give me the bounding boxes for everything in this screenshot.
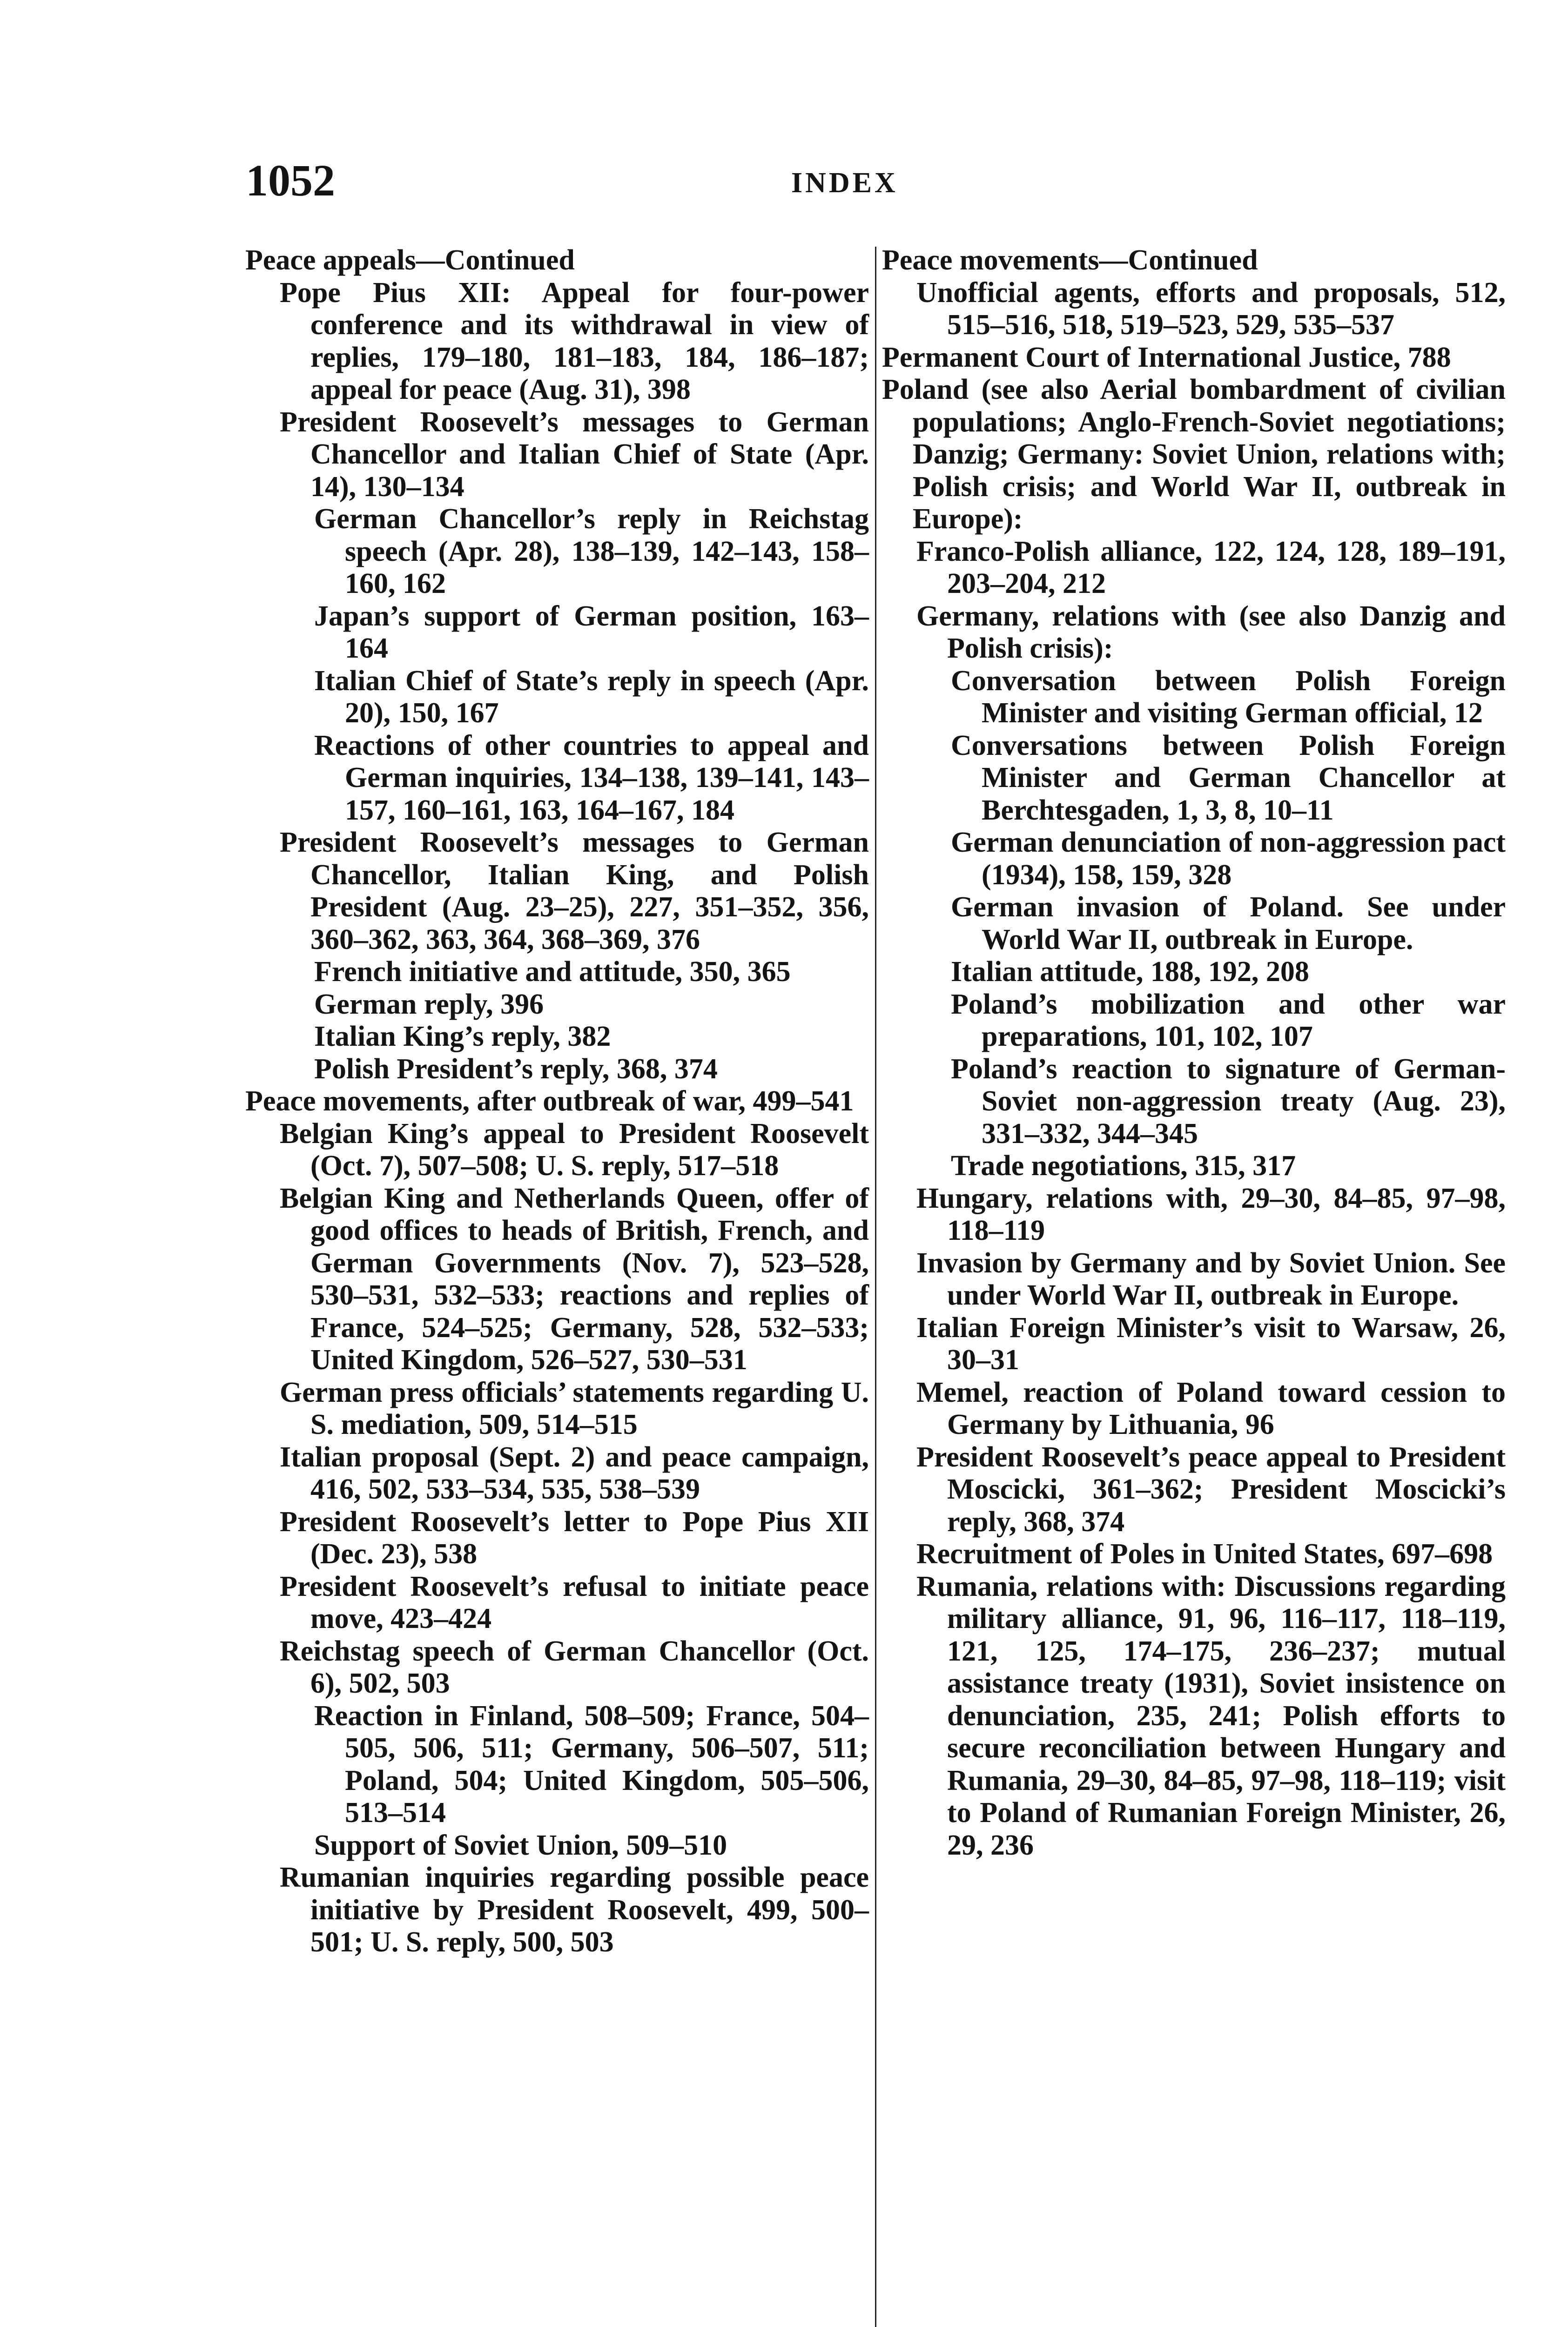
index-entry: Poland’s mobilization and other war preparations, 101, 102, 107 <box>951 988 1506 1052</box>
page-number: 1052 <box>246 155 335 205</box>
index-entry: Memel, reaction of Poland toward cession to Germany by Lithuania, 96 <box>916 1376 1506 1440</box>
index-entry: Peace appeals—Continued <box>245 244 575 276</box>
index-entry: Franco-Polish alliance, 122, 124, 128, 189–191, 203–204, 212 <box>916 535 1506 599</box>
index-entry: Reactions of other countries to appeal and German inquiries, 134–138, 139–141, 143–157, 160–161, 163, 164–167, 184 <box>314 729 869 826</box>
index-entry: German reply, 396 <box>314 988 544 1020</box>
index-entry: Rumanian inquiries regarding possible peace initiative by President Roosevelt, 499, 500–501; U. S. reply, 500, 503 <box>280 1862 869 1958</box>
index-entry: Peace movements—Continued <box>882 244 1258 276</box>
index-entry: Recruitment of Poles in United States, 697–698 <box>916 1538 1493 1570</box>
index-entry: Polish President’s reply, 368, 374 <box>314 1053 718 1085</box>
index-column-right <box>882 244 1506 1862</box>
index-entry: Trade negotiations, 315, 317 <box>951 1150 1296 1182</box>
index-entry: Unofficial agents, efforts and proposals, 512, 515–516, 518, 519–523, 529, 535–537 <box>916 276 1506 341</box>
index-entry: Italian Foreign Minister’s visit to Warsaw, 26, 30–31 <box>916 1311 1506 1376</box>
index-entry: Conversations between Polish Foreign Minister and German Chancellor at Berchtesgaden, 1, 3, 8, 10–11 <box>951 729 1506 826</box>
index-entry: Japan’s support of German position, 163–164 <box>314 600 869 664</box>
running-head: INDEX <box>791 167 898 199</box>
index-column-left <box>245 244 869 1959</box>
index-entry: Italian Chief of State’s reply in speech (Apr. 20), 150, 167 <box>314 665 869 729</box>
index-entry: Hungary, relations with, 29–30, 84–85, 97–98, 118–119 <box>916 1182 1506 1246</box>
index-entry: German press officials’ statements regarding U. S. mediation, 509, 514–515 <box>280 1376 869 1440</box>
index-entry: Invasion by Germany and by Soviet Union. See under World War II, outbreak in Europe. <box>916 1247 1506 1311</box>
index-entry: Pope Pius XII: Appeal for four-power conference and its withdrawal in view of replies, 179–180, 181–183, 184, 186–187; appeal for peace (Aug. 31), 398 <box>280 276 869 405</box>
index-entry: President Roosevelt’s peace appeal to President Moscicki, 361–362; President Moscicki’s reply, 368, 374 <box>916 1441 1506 1538</box>
index-entry: Reaction in Finland, 508–509; France, 504–505, 506, 511; Germany, 506–507, 511; Poland, 504; United Kingdom, 505–506, 513–514 <box>314 1700 869 1829</box>
index-entry: President Roosevelt’s letter to Pope Pius XII (Dec. 23), 538 <box>280 1506 869 1570</box>
index-entry: German Chancellor’s reply in Reichstag speech (Apr. 28), 138–139, 142–143, 158–160, 162 <box>314 503 869 599</box>
index-entry: Reichstag speech of German Chancellor (Oct. 6), 502, 503 <box>280 1635 869 1699</box>
index-entry: Peace movements, after outbreak of war, 499–541 <box>245 1085 854 1117</box>
index-entry: Poland (see also Aerial bombardment of civilian populations; Anglo-French-Soviet negotiations; Danzig; Germany: Soviet Union, relations with; Polish crisis; and World War II, outbreak in Europe): <box>882 374 1506 535</box>
index-entry: French initiative and attitude, 350, 365 <box>314 956 791 988</box>
index-entry: President Roosevelt’s messages to German Chancellor and Italian Chief of State (Apr. 14), 130–134 <box>280 406 869 503</box>
index-entry: Belgian King and Netherlands Queen, offer of good offices to heads of British, French, and German Governments (Nov. 7), 523–528, 530–531, 532–533; reactions and replies of France, 524–525; Germany, 528, 532–533; United Kingdom, 526–527, 530–531 <box>280 1182 869 1376</box>
index-entry: Conversation between Polish Foreign Minister and visiting German official, 12 <box>951 665 1506 729</box>
index-entry: Italian King’s reply, 382 <box>314 1021 611 1052</box>
index-entry: Germany, relations with (see also Danzig and Polish crisis): <box>916 600 1506 664</box>
column-divider <box>875 247 876 2327</box>
index-entry: Rumania, relations with: Discussions regarding military alliance, 91, 96, 116–117, 118–119, 121, 125, 174–175, 236–237; mutual assistance treaty (1931), Soviet insistence on denunciation, 235, 241; Polish efforts to secure reconciliation between Hungary and Rumania, 29–30, 84–85, 97–98, 118–119; visit to Poland of Rumanian Foreign Minister, 26, 29, 236 <box>916 1570 1506 1861</box>
index-entry: Permanent Court of International Justice, 788 <box>882 341 1451 373</box>
index-entry: President Roosevelt’s refusal to initiate peace move, 423–424 <box>280 1570 869 1634</box>
index-entry: Italian proposal (Sept. 2) and peace campaign, 416, 502, 533–534, 535, 538–539 <box>280 1441 869 1505</box>
index-entry: President Roosevelt’s messages to German Chancellor, Italian King, and Polish President (Aug. 23–25), 227, 351–352, 356, 360–362, 363, 364, 368–369, 376 <box>280 827 869 955</box>
index-entry: Support of Soviet Union, 509–510 <box>314 1829 727 1861</box>
index-entry: Poland’s reaction to signature of German-Soviet non-aggression treaty (Aug. 23), 331–332, 344–345 <box>951 1053 1506 1150</box>
index-entry: German invasion of Poland. See under World War II, outbreak in Europe. <box>951 891 1506 955</box>
index-entry: Italian attitude, 188, 192, 208 <box>951 956 1309 988</box>
index-entry: Belgian King’s appeal to President Roosevelt (Oct. 7), 507–508; U. S. reply, 517–518 <box>280 1117 869 1182</box>
index-entry: German denunciation of non-aggression pact (1934), 158, 159, 328 <box>951 827 1506 891</box>
